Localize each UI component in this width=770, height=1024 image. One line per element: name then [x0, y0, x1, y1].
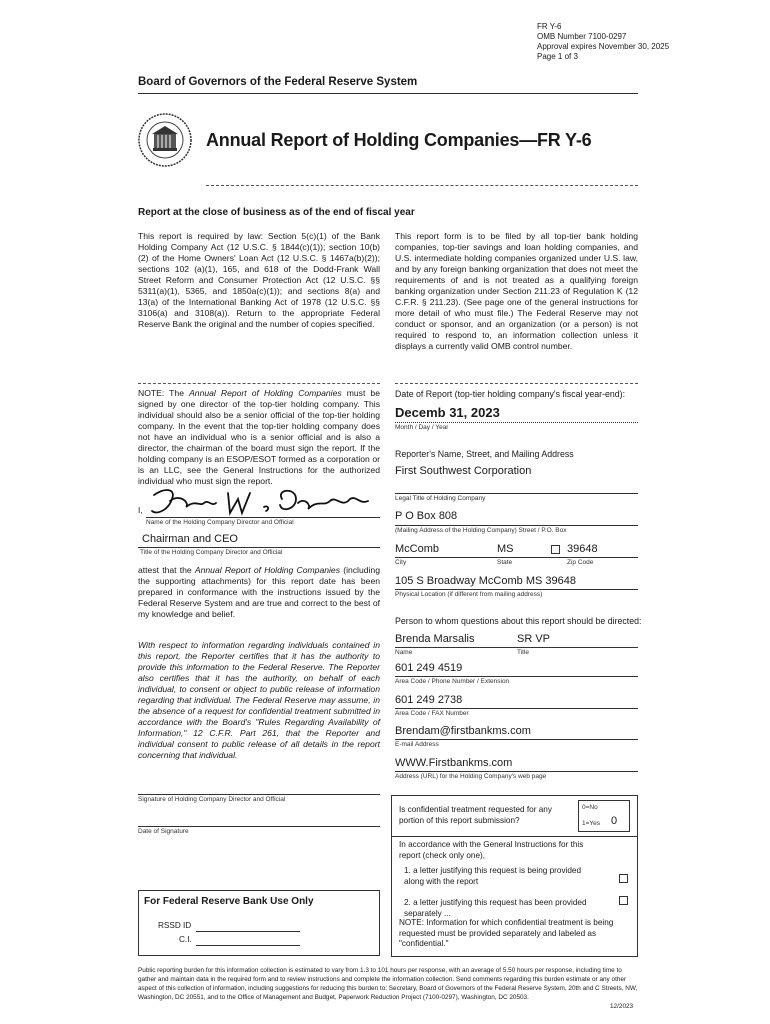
ci-input[interactable] [196, 945, 300, 946]
report-date-label: Month / Day / Year [395, 424, 449, 431]
board-name: Board of Governors of the Federal Reserve System [138, 76, 418, 88]
date-heading: Date of Report (top-tier holding company's fiscal year-end): [395, 389, 626, 399]
physical-location[interactable]: 105 S Broadway McComb MS 39648 [395, 575, 576, 587]
confidential-divider [391, 836, 638, 837]
fax-label: Area Code / FAX Number [395, 710, 469, 717]
confidential-question: Is confidential treatment requested for any portion of this report submission? [399, 805, 552, 825]
signer-prefix: I, [138, 506, 143, 515]
omb-number: OMB Number 7100-0297 [537, 32, 627, 41]
report-subtitle: Report at the close of business as of the end of fiscal year [138, 207, 415, 218]
signature-label: Signature of Holding Company Director and Official [138, 796, 286, 803]
signer-title-line [138, 547, 380, 548]
reporter-heading: Reporter's Name, Street, and Mailing Address [395, 449, 574, 459]
signature-line[interactable] [138, 794, 380, 795]
no-label: 0=No [582, 804, 598, 811]
state-value[interactable]: MS [497, 543, 514, 555]
url-line [395, 771, 638, 772]
attestation: attest that the Annual Report of Holding Companies (including the supporting attachments) for this report date has been prepared in conformance with the instructions issued by the Federal Reserve System and are true and correct to the best of my knowledge and belief. [138, 565, 380, 619]
po-box-line [395, 525, 638, 526]
city-line [395, 557, 638, 558]
option-1-checkbox[interactable] [619, 874, 628, 883]
contact-name-line [395, 647, 638, 648]
page-number: Page 1 of 3 [537, 52, 578, 61]
approval-expiry: Approval expires November 30, 2025 [537, 42, 670, 51]
report-date-line [395, 422, 638, 423]
section-rule-right [395, 383, 638, 384]
fed-use-title: For Federal Reserve Bank Use Only [144, 896, 314, 907]
form-revision-date: 12/2023 [610, 1003, 634, 1010]
rssd-input[interactable] [196, 931, 300, 932]
url-label: Address (URL) for the Holding Company's web page [395, 773, 547, 780]
company-line [395, 493, 638, 494]
zip-value[interactable]: 39648 [567, 543, 598, 555]
signer-title[interactable]: Chairman and CEO [142, 533, 238, 545]
option-2-checkbox[interactable] [619, 896, 628, 905]
physical-line [395, 589, 638, 590]
burden-statement: Public reporting burden for this information collection is estimated to vary from 1.3 to 101 hours per response, with an average of 5.50 hours per response, including time to gather and maintain data in the required form and to review instructions and complete the information collection. Send comments regarding this burden estimate or any other aspect of this collection of information, including suggestions for reducing this burden to: Secretary, Board of Governors of the Federal Reserve System, 20th and C Streets, NW, Washington, DC 20551, and to the Office of Management and Budget, Paperwork Reduction Project (7100-0297), Washington, DC 20503. [138, 967, 638, 1001]
date-signature-line[interactable] [138, 826, 380, 827]
page-title: Annual Report of Holding Companies—FR Y-6 [206, 130, 592, 150]
privacy-statement: With respect to information regarding individuals contained in this report, the Reporter certifies that it has the authority to provide this information to the Federal Reserve. The Reporter also certifies that it has the authority, on behalf of each individual, to consent or object to public release of information regarding that individual. The Federal Reserve may assume, in the absence of a request for confidential treatment submitted in accordance with the Board's "Rules Regarding Availability of Information," 12 C.F.R. Part 261, that the Reporter and individual consent to public release of all details in the report concerning that individual. [138, 640, 380, 760]
mailing-label: (Mailing Address of the Holding Company) Street / P.O. Box [395, 527, 567, 534]
confidential-note: NOTE: Information for which confidential treatment is being requested must be provided separately and labeled as "confidential." [399, 918, 614, 948]
rssd-label: RSSD ID [158, 921, 192, 930]
title-rule [206, 185, 638, 186]
ci-label: C.I. [179, 935, 192, 944]
city-label: City [395, 559, 407, 566]
email-line [395, 739, 638, 740]
date-signature-label: Date of Signature [138, 828, 189, 835]
contact-phone[interactable]: 601 249 4519 [395, 662, 463, 674]
header-rule [138, 93, 638, 94]
phone-label: Area Code / Phone Number / Extension [395, 678, 510, 685]
phone-line [395, 676, 638, 677]
city-value[interactable]: McComb [395, 543, 440, 555]
email-label: E-mail Address [395, 741, 439, 748]
option-2-label: 2. a letter justifying this request has been provided separately ... [404, 898, 587, 918]
contact-fax[interactable]: 601 249 2738 [395, 694, 463, 706]
fax-line [395, 708, 638, 709]
form-header-info [537, 22, 669, 62]
signer-name-label: Name of the Holding Company Director and Official [146, 519, 294, 526]
contact-heading: Person to whom questions about this report should be directed: [395, 616, 642, 626]
intro-left: This report is required by law: Section 5(c)(1) of the Bank Holding Company Act (12 U.S.C. § 1844(c)(1)); section 10(b)(2) of the Home Owners' Loan Act (12 U.S.C. § 1467a(b)(2)); sections 102 (a)(1), 165, and 618 of the Dodd-Frank Wall Street Reform and Consumer Protection Act (12 U.S.C. §§ 5311(a)(1), 5365, and 1850a(c)(1)); and sections 8(a) and 13(a) of the International Banking Act of 1978 (12 U.S.C. §§ 3106(a) and 3108(a)). Return to the appropriate Federal Reserve Bank the original and the number of copies specified. [138, 231, 380, 329]
section-rule-left [138, 383, 380, 384]
po-box[interactable]: P O Box 808 [395, 510, 458, 522]
contact-url[interactable]: WWW.Firstbankms.com [395, 757, 513, 769]
contact-email[interactable]: Brendam@firstbankms.com [395, 725, 531, 737]
signer-title-label: Title of the Holding Company Director and Official [140, 549, 283, 556]
zip-label: Zip Code [567, 559, 594, 566]
state-dropdown-icon[interactable] [551, 545, 560, 554]
signer-note: NOTE: The Annual Report of Holding Companies must be signed by one director of the top-tier holding company. This individual should also be a senior official of the top-tier holding company. In the event that the top-tier holding company does not have an individual who is a senior official and is also a director, the chairman of the board must sign the report. If the holding company is an ESOP/ESOT formed as a corporation or is an LLC, see the General Instructions for the authorized individual who must sign the report. [138, 388, 380, 486]
option-1-label: 1. a letter justifying this request is being provided along with the report [404, 866, 582, 886]
federal-reserve-seal-icon [137, 112, 193, 168]
yes-label: 1=Yes [582, 820, 601, 827]
contact-name[interactable]: Brenda Marsalis [395, 633, 475, 645]
signer-name-line [146, 517, 380, 518]
contact-title[interactable]: SR VP [517, 633, 551, 645]
report-date[interactable]: Decemb 31, 2023 [395, 405, 500, 420]
form-id: FR Y-6 [537, 22, 562, 31]
legal-title-label: Legal Title of Holding Company [395, 495, 486, 502]
contact-name-label: Name [395, 649, 413, 656]
physical-label: Physical Location (if different from mailing address) [395, 591, 543, 598]
company-name[interactable]: First Southwest Corporation [395, 465, 532, 477]
intro-right: This report form is to be filed by all top-tier bank holding companies, top-tier savings and loan holding companies, and U.S. intermediate holding companies organized under U.S. law, and by any foreign banking organization that does not meet the requirements of and is not treated as a qualifying foreign banking organization under Section 211.23 of Regulation K (12 C.F.R. § 211.23). (See page one of the general instructions for more detail of who must file.) The Federal Reserve may not conduct or sponsor, and an organization (or a person) is not required to respond to, an information collection unless it displays a currently valid OMB control number. [395, 231, 638, 351]
confidential-instructions: In accordance with the General Instructions for this report (check only one), [399, 840, 584, 860]
contact-title-label: Title [517, 649, 530, 656]
state-label: State [497, 559, 513, 566]
confidential-answer[interactable]: 0 [611, 815, 618, 827]
